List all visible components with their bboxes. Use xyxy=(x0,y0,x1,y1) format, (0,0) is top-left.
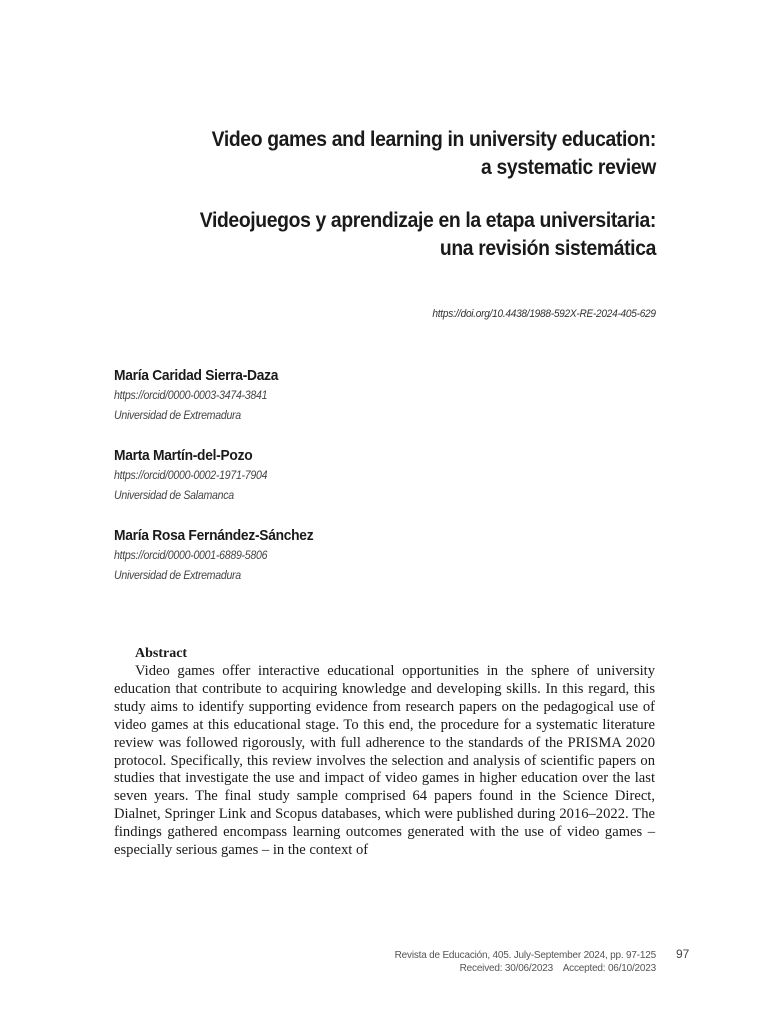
author-orcid-link[interactable]: https://orcid/0000-0002-1971-7904 xyxy=(114,470,268,482)
title-en-line1: Video games and learning in university education: xyxy=(211,127,656,151)
author-affiliation: Universidad de Extremadura xyxy=(114,410,241,422)
title-block xyxy=(96,125,656,262)
author-name: Marta Martín-del-Pozo xyxy=(114,447,253,464)
page-footer xyxy=(395,949,656,975)
author-entry xyxy=(114,366,654,426)
doi-link[interactable]: https://doi.org/10.4438/1988-592X-RE-2024-405-629 xyxy=(432,308,656,320)
author-affiliation: Universidad de Salamanca xyxy=(114,490,234,502)
author-name: María Caridad Sierra-Daza xyxy=(114,367,279,384)
author-affiliation: Universidad de Extremadura xyxy=(114,570,241,582)
author-entry xyxy=(114,526,654,586)
authors-list xyxy=(114,366,654,606)
page-number: 97 xyxy=(676,947,690,961)
author-entry xyxy=(114,446,654,506)
title-es-line2: una revisión sistemática xyxy=(439,236,656,260)
author-orcid-link[interactable]: https://orcid/0000-0001-6889-5806 xyxy=(114,550,268,562)
abstract-heading: Abstract xyxy=(135,646,188,661)
footer-journal-citation: Revista de Educación, 405. July-September 2024, pp. 97-125 xyxy=(394,950,656,961)
abstract-section xyxy=(114,645,655,860)
abstract-body: Video games offer interactive educational opportunities in the sphere of university education that contribute to acquiring knowledge and developing skills. In this regard, this study aims to identify supporting evidence from research papers on the pedagogical use of video games at this educational stage. To this end, the procedure for a systematic literature review was followed rigorously, with full adherence to the standards of the PRISMA 2020 protocol. Specifically, this review involves the selection and analysis of scientific papers on studies that investigate the use and impact of video games in higher education over the last seven years. The final study sample comprised 64 papers found in the Science Direct, Dialnet, Springer Link and Scopus databases, which were published during 2016–2022. The findings gathered encompass learning outcomes generated with the use of video games – especially serious games – in the context of xyxy=(114,663,655,859)
author-orcid-link[interactable]: https://orcid/0000-0003-3474-3841 xyxy=(114,390,268,402)
title-en-line2: a systematic review xyxy=(481,155,656,179)
title-es-line1: Videojuegos y aprendizaje en la etapa universitaria: xyxy=(199,208,656,232)
author-name: María Rosa Fernández-Sánchez xyxy=(114,527,314,544)
footer-dates: Received: 30/06/2023 Accepted: 06/10/2023 xyxy=(459,963,656,974)
